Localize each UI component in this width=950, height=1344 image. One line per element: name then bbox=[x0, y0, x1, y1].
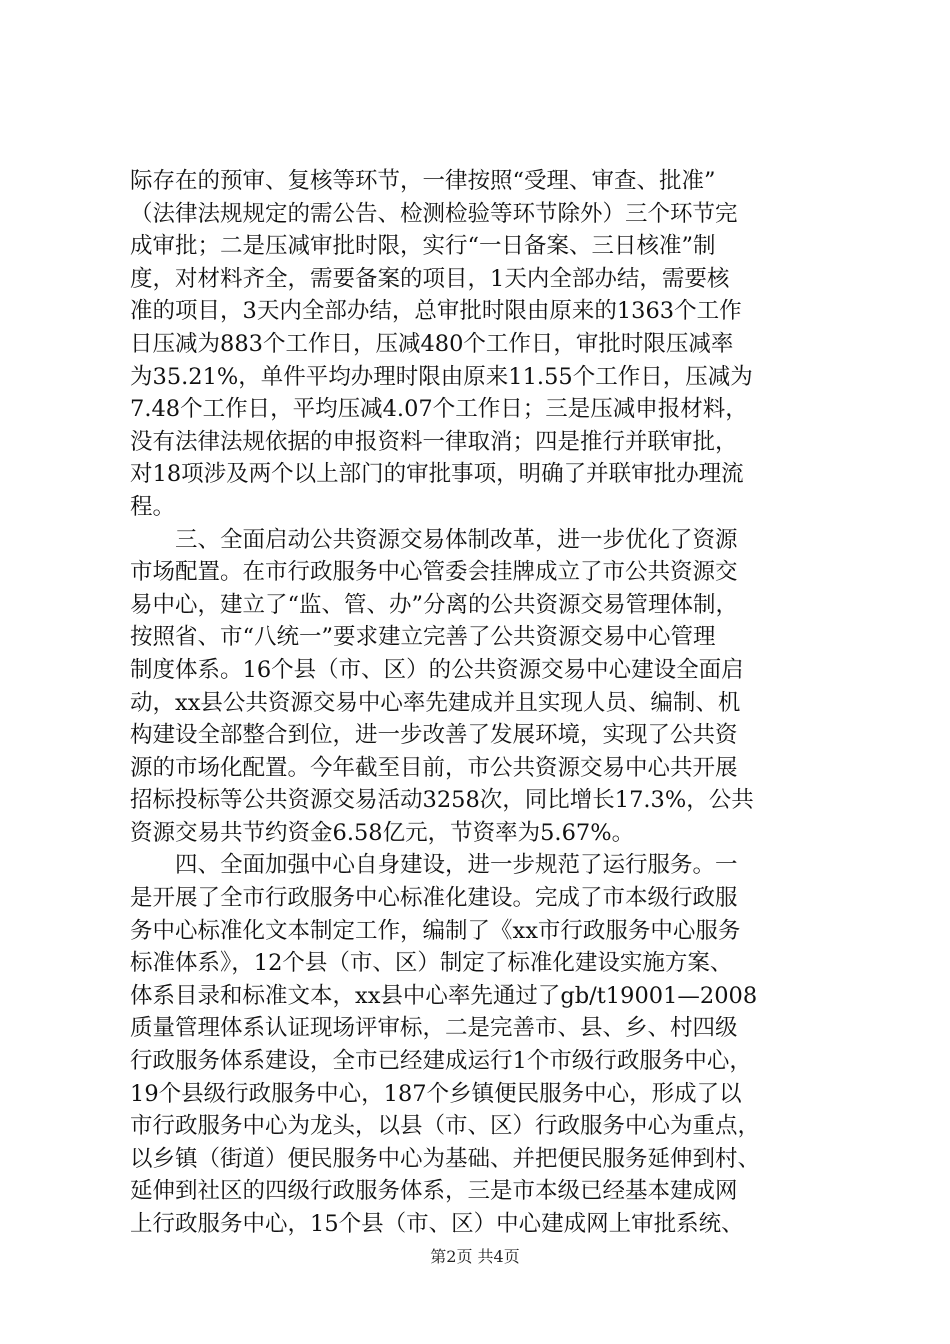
text-line: 市场配置。在市行政服务中心管委会挂牌成立了市公共资源交 bbox=[130, 559, 738, 586]
text-line: 日压减为883个工作日，压减480个工作日，审批时限压减率 bbox=[130, 330, 734, 357]
text-line: 制度体系。16个县（市、区）的公共资源交易中心建设全面启 bbox=[130, 656, 744, 683]
text-line: 按照省、市“八统一”要求建立完善了公共资源交易中心管理 bbox=[130, 624, 716, 651]
text-line: 务中心标准化文本制定工作，编制了《xx市行政服务中心服务 bbox=[130, 917, 741, 944]
paragraph-start-line: 四、全面加强中心自身建设，进一步规范了运行服务。一 bbox=[175, 852, 738, 879]
text-line: 动，xx县公共资源交易中心率先建成并且实现人员、编制、机 bbox=[130, 689, 741, 716]
text-line: 7.48个工作日，平均压减4.07个工作日；三是压减申报材料， bbox=[130, 396, 748, 423]
paragraph-start-line: 三、全面启动公共资源交易体制改革，进一步优化了资源 bbox=[175, 526, 738, 553]
text-line: 资源交易共节约资金6.58亿元，节资率为5.67%。 bbox=[130, 819, 635, 846]
text-line: 度，对材料齐全，需要备案的项目，1天内全部办结，需要核 bbox=[130, 265, 730, 292]
text-line: 没有法律法规依据的申报资料一律取消；四是推行并联审批， bbox=[130, 428, 738, 455]
text-line: 准的项目，3天内全部办结，总审批时限由原来的1363个工作 bbox=[130, 298, 742, 325]
text-line: 市行政服务中心为龙头，以县（市、区）行政服务中心为重点， bbox=[130, 1113, 761, 1140]
text-line: 体系目录和标准文本，xx县中心率先通过了gb/t19001—2008 bbox=[130, 982, 758, 1009]
document-body bbox=[130, 165, 830, 1241]
text-line: 源的市场化配置。今年截至目前，市公共资源交易中心共开展 bbox=[130, 754, 738, 781]
text-line: 行政服务体系建设，全市已经建成运行1个市级行政服务中心， bbox=[130, 1048, 752, 1075]
text-line: 招标投标等公共资源交易活动3258次，同比增长17.3%，公共 bbox=[130, 787, 754, 814]
text-line: 构建设全部整合到位，进一步改善了发展环境，实现了公共资 bbox=[130, 722, 738, 749]
text-line: 易中心，建立了“监、管、办”分离的公共资源交易管理体制， bbox=[130, 591, 739, 618]
text-line: 成审批；二是压减审批时限，实行“一日备案、三日核准”制 bbox=[130, 233, 716, 260]
page-number-footer: 第2页 共4页 bbox=[430, 1247, 520, 1266]
text-line: 延伸到社区的四级行政服务体系，三是市本级已经基本建成网 bbox=[130, 1178, 738, 1205]
text-line: （法律法规规定的需公告、检测检验等环节除外）三个环节完 bbox=[130, 200, 738, 227]
text-line: 为35.21%，单件平均办理时限由原来11.55个工作日，压减为 bbox=[130, 363, 753, 390]
text-line: 对18项涉及两个以上部门的审批事项，明确了并联审批办理流 bbox=[130, 461, 744, 488]
text-line: 程。 bbox=[130, 493, 176, 520]
text-line: 质量管理体系认证现场评审标，二是完善市、县、乡、村四级 bbox=[130, 1015, 738, 1042]
text-line: 标准体系》，12个县（市、区）制定了标准化建设实施方案、 bbox=[130, 950, 733, 977]
text-line: 上行政服务中心，15个县（市、区）中心建成网上审批系统、 bbox=[130, 1211, 744, 1237]
text-line: 19个县级行政服务中心，187个乡镇便民服务中心，形成了以 bbox=[130, 1080, 742, 1107]
text-line: 是开展了全市行政服务中心标准化建设。完成了市本级行政服 bbox=[130, 885, 738, 912]
text-line: 以乡镇（街道）便民服务中心为基础、并把便民服务延伸到村、 bbox=[130, 1145, 761, 1172]
text-line: 际存在的预审、复核等环节，一律按照“受理、审查、批准” bbox=[130, 168, 716, 194]
